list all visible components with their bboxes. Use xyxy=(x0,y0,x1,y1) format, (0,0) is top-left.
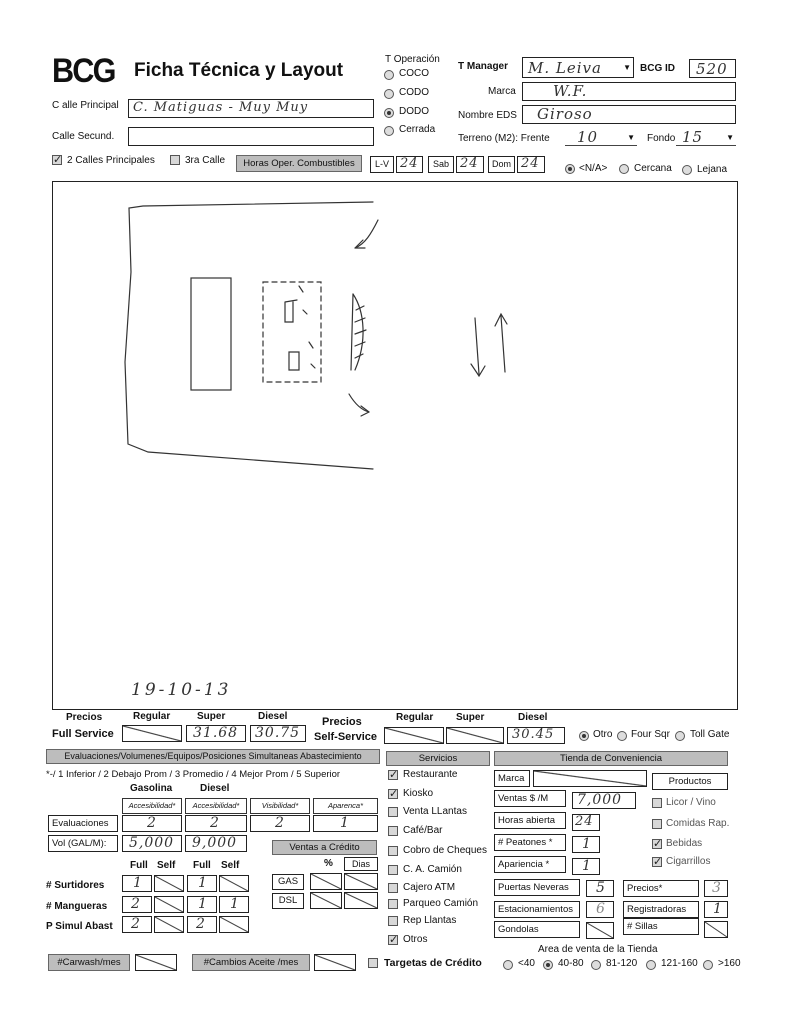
lv-label: L-V xyxy=(374,159,389,169)
productos-header-box xyxy=(652,773,728,790)
vol-label-box xyxy=(48,835,118,852)
servicio-label: Restaurante xyxy=(403,769,458,780)
vol-label: Vol (GAL/M): xyxy=(52,838,107,849)
radio-cercana[interactable] xyxy=(619,164,629,174)
surtidores-full-gas[interactable] xyxy=(122,875,152,892)
comidas-checkbox[interactable] xyxy=(652,819,662,829)
servicio-label: Cajero ATM xyxy=(403,882,456,893)
nombre-eds-value: Giroso xyxy=(537,105,593,123)
servicios-banner: Servicios xyxy=(386,751,490,766)
full-diesel-field[interactable] xyxy=(250,725,306,742)
nombre-eds-label: Nombre EDS xyxy=(458,110,517,121)
t-operacion-option: COCO xyxy=(399,68,429,79)
servicio-checkbox[interactable] xyxy=(388,865,398,875)
horas-abierta-field[interactable] xyxy=(572,814,600,831)
servicio-label: C. A. Camión xyxy=(403,864,462,875)
area-option: >160 xyxy=(718,958,741,969)
registradoras-label-box xyxy=(623,901,699,918)
servicio-label: Venta LLantas xyxy=(403,806,467,817)
sab-field[interactable] xyxy=(456,156,484,173)
gondolas-field[interactable] xyxy=(586,922,614,939)
bcg-id-label: BCG ID xyxy=(640,63,675,74)
chevron-down-icon: ▼ xyxy=(627,133,635,142)
sketch-date: 19-10-13 xyxy=(131,680,232,700)
radio-coco[interactable] xyxy=(384,70,394,80)
precios-tienda-label: Precios* xyxy=(627,883,663,894)
calle-secund-label: Calle Secund. xyxy=(52,131,115,142)
radio-codo[interactable] xyxy=(384,89,394,99)
calle-principal-label: C alle Principal xyxy=(52,100,119,111)
tienda-marca-label: Marca xyxy=(498,773,525,784)
estacionamientos-label-box xyxy=(494,901,580,918)
rating-scale: *-/ 1 Inferior / 2 Debajo Prom / 3 Promedio / 4 Mejor Prom / 5 Superior xyxy=(46,769,341,780)
bcg-logo: BCG xyxy=(52,52,115,90)
surtidores-self-dsl[interactable] xyxy=(219,875,249,892)
servicio-checkbox[interactable] xyxy=(388,826,398,836)
eval-accesibilidad-gas-field[interactable] xyxy=(122,815,182,832)
tienda-marca-field[interactable] xyxy=(533,770,647,787)
precios-full-label-1: Precios xyxy=(66,712,103,723)
sillas-field[interactable] xyxy=(704,921,728,938)
lv-field[interactable] xyxy=(396,156,423,173)
product-item: Comidas Rap. xyxy=(666,818,730,829)
pct-header: % xyxy=(324,858,333,869)
fondo-value: 15 xyxy=(682,128,704,146)
proximity-option: Cercana xyxy=(634,163,672,174)
gasolina-header: Gasolina xyxy=(130,783,173,794)
estacionamientos-label: Estacionamientos xyxy=(498,904,573,915)
eval-value: 2 xyxy=(210,815,220,831)
servicio-checkbox[interactable] xyxy=(388,770,398,780)
dsl-label-box xyxy=(272,893,304,909)
dom-label: Dom xyxy=(491,159,511,169)
store-type-option: Four Sqr xyxy=(631,729,670,740)
horas-abierta-label-box xyxy=(494,812,566,829)
lv-label-box xyxy=(370,156,394,173)
puertas-label-box xyxy=(494,879,580,896)
radio-otro[interactable] xyxy=(579,731,589,741)
full-diesel-value: 30.75 xyxy=(255,725,301,741)
nombre-eds-field[interactable] xyxy=(522,105,736,124)
tienda-marca-label-box xyxy=(494,770,530,787)
ventas-field[interactable] xyxy=(572,792,636,809)
precios-full-label-2: Full Service xyxy=(52,728,114,740)
servicio-checkbox[interactable] xyxy=(388,807,398,817)
apariencia-label-box xyxy=(494,856,566,873)
terreno-label: Terreno (M2): Frente xyxy=(458,133,550,144)
col-header-visibilidad: Visibilidad* xyxy=(250,798,310,814)
mangueras-label: # Mangueras xyxy=(46,901,108,912)
self-super-field[interactable] xyxy=(446,727,504,744)
carwash-field[interactable] xyxy=(135,954,177,971)
calle-principal-field[interactable] xyxy=(128,99,374,118)
estacionamientos-value: 6 xyxy=(596,901,606,917)
radio-area-lt40[interactable] xyxy=(503,960,513,970)
cell-value: 2 xyxy=(131,916,141,932)
full-header-gas: Full xyxy=(130,860,148,871)
ventas-credito-button[interactable]: Ventas a Crédito xyxy=(272,840,377,855)
store-type-option: Otro xyxy=(593,729,613,740)
eval-value: 1 xyxy=(340,815,350,831)
cell-value: 1 xyxy=(230,896,240,912)
radio-area-gt160[interactable] xyxy=(703,960,713,970)
servicio-checkbox[interactable] xyxy=(388,846,398,856)
t-operacion-option: Cerrada xyxy=(399,124,436,135)
evaluaciones-label: Evaluaciones xyxy=(52,818,109,829)
servicio-label: Cobro de Cheques xyxy=(403,845,487,856)
horas-oper-button[interactable]: Horas Oper. Combustibles xyxy=(236,155,362,172)
registradoras-field[interactable] xyxy=(704,901,728,918)
puertas-value: 5 xyxy=(596,880,606,896)
servicio-checkbox[interactable] xyxy=(388,899,398,909)
layout-sketch-area[interactable] xyxy=(52,181,738,710)
vol-gasolina-value: 5,000 xyxy=(129,835,175,851)
self-header-gas: Self xyxy=(157,860,176,871)
full-regular-field[interactable] xyxy=(122,725,182,742)
product-item: Licor / Vino xyxy=(666,797,716,808)
vol-gasolina-field[interactable] xyxy=(122,835,182,852)
full-super-value: 31.68 xyxy=(193,725,239,741)
registradoras-value: 1 xyxy=(713,901,723,917)
area-venta-label: Area de venta de la Tienda xyxy=(538,944,658,955)
peatones-label-box xyxy=(494,834,566,851)
radio-area-81-120[interactable] xyxy=(591,960,601,970)
cell-value: 2 xyxy=(131,896,141,912)
targetas-credito-checkbox[interactable] xyxy=(368,958,378,968)
radio-four-sqr[interactable] xyxy=(617,731,627,741)
credito-gas-pct[interactable] xyxy=(310,873,342,890)
radio-toll-gate[interactable] xyxy=(675,731,685,741)
surtidores-full-dsl[interactable] xyxy=(187,875,217,892)
precios-tienda-field[interactable] xyxy=(704,880,728,897)
servicio-label: Rep Llantas xyxy=(403,915,457,926)
psimul-label: P Simul Abast xyxy=(46,921,113,932)
t-manager-label: T Manager xyxy=(458,61,509,72)
cambios-aceite-field[interactable] xyxy=(314,954,356,971)
col-header-accesibilidad-dsl: Accesibilidad* xyxy=(185,798,247,814)
cell-value: 2 xyxy=(196,916,206,932)
radio-dodo[interactable] xyxy=(384,108,394,118)
dom-field[interactable] xyxy=(517,156,545,173)
cell-value: 1 xyxy=(198,875,208,891)
apariencia-value: 1 xyxy=(582,858,592,874)
sillas-label-box xyxy=(623,918,699,935)
proximity-option: <N/A> xyxy=(579,163,608,174)
precios-tienda-label-box xyxy=(623,880,699,897)
evaluaciones-banner: Evaluaciones/Volumenes/Equipos/Posiciones Simultaneas Abastecimiento xyxy=(46,749,380,764)
self-header-dsl: Self xyxy=(221,860,240,871)
bcg-id-field[interactable] xyxy=(689,59,736,78)
mangueras-self-dsl[interactable] xyxy=(219,896,249,913)
cigarrillos-checkbox[interactable] xyxy=(652,857,662,867)
vol-diesel-field[interactable] xyxy=(185,835,247,852)
precios-self-label-2: Self-Service xyxy=(314,731,377,743)
eval-value: 2 xyxy=(275,815,285,831)
self-regular-field[interactable] xyxy=(384,727,444,744)
calle-secund-field[interactable] xyxy=(128,127,374,146)
calle-principal-value: C. Matiguas - Muy Muy xyxy=(133,100,309,115)
tres-calle-label: 3ra Calle xyxy=(185,155,226,166)
radio-na[interactable] xyxy=(565,164,575,174)
horas-abierta-value: 24 xyxy=(575,814,594,829)
radio-area-121-160[interactable] xyxy=(646,960,656,970)
tres-calle-checkbox[interactable] xyxy=(170,155,180,165)
gondolas-label: Gondolas xyxy=(498,924,539,935)
psimul-self-dsl[interactable] xyxy=(219,916,249,933)
apariencia-label: Apariencia * xyxy=(498,859,550,870)
t-operacion-option: CODO xyxy=(399,87,429,98)
dom-value: 24 xyxy=(521,156,540,171)
product-item: Bebidas xyxy=(666,838,703,849)
mangueras-full-dsl[interactable] xyxy=(187,896,217,913)
precios-self-label-1: Precios xyxy=(322,716,362,728)
sab-value: 24 xyxy=(460,156,479,171)
surtidores-self-gas[interactable] xyxy=(154,875,184,892)
credito-dsl-dias[interactable] xyxy=(344,892,378,909)
surtidores-label: # Surtidores xyxy=(46,880,105,891)
dias-header-box xyxy=(344,857,378,871)
cell-value: 1 xyxy=(133,875,143,891)
psimul-full-dsl[interactable] xyxy=(187,916,217,933)
peatones-label: # Peatones * xyxy=(498,837,553,848)
mangueras-full-gas[interactable] xyxy=(122,896,152,913)
self-diesel-field[interactable] xyxy=(507,727,565,744)
credito-dsl-pct[interactable] xyxy=(310,892,342,909)
marca-field[interactable] xyxy=(522,82,736,101)
t-manager-select[interactable] xyxy=(522,57,634,78)
gas-label-box xyxy=(272,874,304,890)
hand-drawn-layout-sketch xyxy=(53,182,739,711)
col-header-accesibilidad-gas: Accesibilidad* xyxy=(122,798,182,814)
cambios-aceite-button[interactable]: #Cambios Aceite /mes xyxy=(192,954,310,971)
productos-header: Productos xyxy=(668,776,712,787)
credito-gas-dias[interactable] xyxy=(344,873,378,890)
lv-value: 24 xyxy=(400,156,419,171)
proximity-option: Lejana xyxy=(697,164,728,175)
t-operacion-option: DODO xyxy=(399,106,429,117)
ventas-label-box xyxy=(494,790,566,807)
area-option: <40 xyxy=(518,958,535,969)
dsl-label: DSL xyxy=(278,895,298,906)
regular-header: Regular xyxy=(133,711,171,722)
chevron-down-icon: ▼ xyxy=(726,133,734,142)
marca-value: W.F. xyxy=(553,82,588,100)
sab-label-box xyxy=(428,156,454,173)
terreno-frente-value: 10 xyxy=(577,128,599,146)
eval-accesibilidad-dsl-field[interactable] xyxy=(185,815,247,832)
eval-apariencia-field[interactable] xyxy=(313,815,378,832)
page-title: Ficha Técnica y Layout xyxy=(134,60,344,81)
servicio-label: Café/Bar xyxy=(403,825,443,836)
fondo-select[interactable] xyxy=(676,128,736,146)
carwash-button[interactable]: #Carwash/mes xyxy=(48,954,130,971)
sillas-label: # Sillas xyxy=(627,921,658,932)
dom-label-box xyxy=(488,156,515,173)
sab-label: Sab xyxy=(432,159,449,169)
horas-abierta-label: Horas abierta xyxy=(498,815,556,826)
product-item: Cigarrillos xyxy=(666,856,711,867)
servicio-checkbox[interactable] xyxy=(388,916,398,926)
t-manager-value: M. Leiva xyxy=(528,59,602,77)
chevron-down-icon: ▼ xyxy=(623,63,631,72)
bebidas-checkbox[interactable] xyxy=(652,839,662,849)
dos-calles-label: 2 Calles Principales xyxy=(67,155,155,166)
servicio-label: Otros xyxy=(403,934,428,945)
gondolas-label-box xyxy=(494,921,580,938)
fondo-label: Fondo xyxy=(647,133,676,144)
self-diesel-value: 30.45 xyxy=(512,727,555,742)
eval-visibilidad-field[interactable] xyxy=(250,815,310,832)
registradoras-label: Registradoras xyxy=(627,904,687,915)
full-super-field[interactable] xyxy=(186,725,246,742)
peatones-value: 1 xyxy=(582,836,592,852)
diesel-header: Diesel xyxy=(258,711,288,722)
apariencia-field[interactable] xyxy=(572,858,600,875)
self-diesel-header: Diesel xyxy=(518,712,548,723)
servicio-checkbox[interactable] xyxy=(388,883,398,893)
precios-tienda-value: 3 xyxy=(712,880,722,896)
area-option: 121-160 xyxy=(661,958,698,969)
servicio-checkbox[interactable] xyxy=(388,789,398,799)
ventas-label: Ventas $ /M xyxy=(498,793,549,804)
bcg-id-value: 520 xyxy=(696,60,728,78)
vol-diesel-value: 9,000 xyxy=(192,835,238,851)
evaluaciones-label-box xyxy=(48,815,118,832)
eval-value: 2 xyxy=(147,815,157,831)
area-option: 40-80 xyxy=(558,958,584,969)
dos-calles-checkbox[interactable] xyxy=(52,155,62,165)
psimul-full-gas[interactable] xyxy=(122,916,152,933)
t-operacion-label: T Operación xyxy=(385,54,440,65)
super-header: Super xyxy=(197,711,226,722)
area-option: 81-120 xyxy=(606,958,638,969)
puertas-label: Puertas Neveras xyxy=(498,882,569,893)
mangueras-self-gas[interactable] xyxy=(154,896,184,913)
store-type-option: Toll Gate xyxy=(690,729,730,740)
estacionamientos-field[interactable] xyxy=(586,901,614,918)
radio-area-40-80[interactable] xyxy=(543,960,553,970)
servicio-label: Parqueo Camión xyxy=(403,898,479,909)
psimul-self-gas[interactable] xyxy=(154,916,184,933)
cell-value: 1 xyxy=(198,896,208,912)
tienda-banner: Tienda de Conveniencia xyxy=(494,751,728,766)
ventas-value: 7,000 xyxy=(577,792,623,808)
licor-checkbox[interactable] xyxy=(652,798,662,808)
full-header-dsl: Full xyxy=(193,860,211,871)
servicio-checkbox[interactable] xyxy=(388,935,398,945)
col-header-apariencia: Aparenca* xyxy=(313,798,378,814)
radio-cerrada[interactable] xyxy=(384,126,394,136)
puertas-field[interactable] xyxy=(586,880,614,897)
gas-label: GAS xyxy=(277,876,299,887)
dias-header: Dias xyxy=(351,859,370,869)
self-regular-header: Regular xyxy=(396,712,434,723)
diesel-eval-header: Diesel xyxy=(200,783,230,794)
marca-label: Marca xyxy=(488,86,516,97)
servicio-label: Kiosko xyxy=(403,788,434,799)
terreno-frente-select[interactable] xyxy=(565,128,637,146)
radio-lejana[interactable] xyxy=(682,165,692,175)
self-super-header: Super xyxy=(456,712,485,723)
targetas-credito-label: Targetas de Crédito xyxy=(384,957,482,969)
peatones-field[interactable] xyxy=(572,836,600,853)
